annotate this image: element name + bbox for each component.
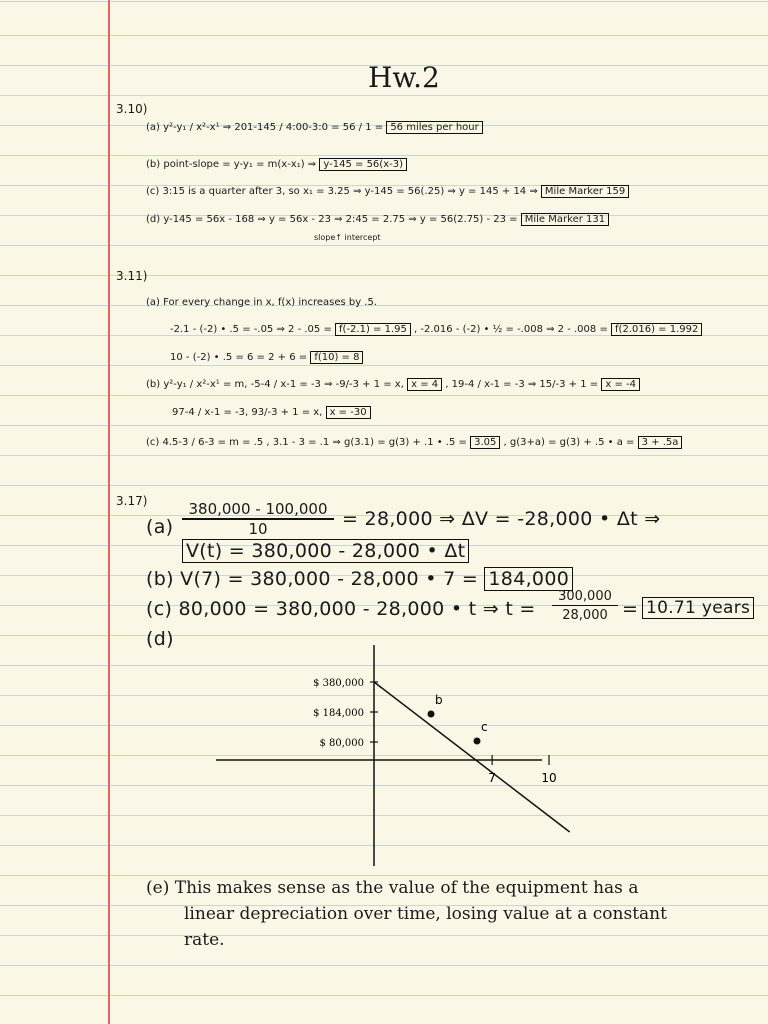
p311-b-line2: 97-4 / x-1 = -3, 93/-3 + 1 = x, [172, 407, 323, 418]
p317-c-frac-num: 300,000 [558, 589, 612, 604]
page-title: Hw.2 [368, 61, 440, 94]
p317-b-answer: 184,000 [484, 567, 573, 591]
p310-a-answer: 56 miles per hour [386, 121, 482, 134]
p317-c-eq: = [622, 598, 639, 620]
p311-b-line1b: , 19-4 / x-1 = -3 ⇒ 15/-3 + 1 = [445, 379, 599, 390]
p311-c-ans2: 3 + .5a [638, 436, 683, 449]
y-tick-label-2: $ 80,000 [319, 738, 364, 749]
p311-c-ans1: 3.05 [470, 436, 500, 449]
problem-3-11-label: 3.11) [116, 269, 148, 283]
p311-a-label: (a) [146, 297, 160, 308]
p317-d-label: (d) [146, 628, 174, 650]
p311-a-line1: For every change in x, f(x) increases by .5. [163, 297, 378, 308]
problem-3-10-label: 3.10) [116, 102, 148, 116]
p311-b-ans3: x = -30 [326, 406, 371, 419]
point-label-b: b [435, 693, 443, 707]
p317-c-frac-den: 28,000 [562, 608, 608, 623]
p317-c-answer: 10.71 years [642, 597, 754, 619]
p317-c-text: 80,000 = 380,000 - 28,000 • t ⇒ t = [178, 598, 536, 620]
p311-a-ans3: f(10) = 8 [310, 351, 363, 364]
point-label-c: c [481, 720, 488, 734]
p310-b-text: point-slope = y-y₁ = m(x-x₁) ⇒ [163, 159, 317, 170]
p311-b-ans1: x = 4 [407, 378, 442, 391]
p311-b-line1: y²-y₁ / x²-x¹ = m, -5-4 / x-1 = -3 ⇒ -9/-3 + 1 = x, [163, 379, 404, 390]
p311-b-ans2: x = -4 [601, 378, 640, 391]
p317-a-text: = 28,000 ⇒ ΔV = -28,000 • Δt ⇒ [342, 508, 661, 530]
p310-d-text: y-145 = 56x - 168 ⇒ y = 56x - 23 ⇒ 2:45 = 2.75 ⇒ y = 56(2.75) - 23 = [163, 214, 518, 225]
depreciation-line [374, 682, 570, 832]
p311-c-line1b: , g(3+a) = g(3) + .5 • a = [503, 437, 635, 448]
p311-b-label: (b) [146, 379, 161, 390]
p317-e-line1: This makes sense as the value of the equipment has a [174, 878, 639, 898]
p317-e-row1 [146, 880, 638, 897]
point-c [474, 738, 481, 745]
p310-a-label: (a) [146, 122, 160, 133]
p310-d-answer: Mile Marker 131 [521, 213, 609, 226]
p310-d-label: (d) [146, 214, 161, 225]
x-tick-label-0: 7 [488, 771, 496, 785]
p317-a-frac-num: 380,000 - 100,000 [188, 500, 328, 518]
p311-a-ans2: f(2.016) = 1.992 [611, 323, 702, 336]
p317-a-frac-den: 10 [248, 520, 268, 538]
p311-a-line3: 10 - (-2) • .5 = 6 = 2 + 6 = [170, 352, 308, 363]
p311-a-line2: -2.1 - (-2) • .5 = -.05 ⇒ 2 - .05 = [170, 324, 332, 335]
p310-c-label: (c) [146, 186, 160, 197]
x-tick-label-1: 10 [541, 771, 557, 785]
p310-b-answer: y-145 = 56(x-3) [319, 158, 407, 171]
p310-d-note: slope↑ intercept [314, 233, 381, 242]
p317-b-label: (b) [146, 568, 174, 590]
p311-a-ans1: f(-2.1) = 1.95 [335, 323, 411, 336]
p310-b-label: (b) [146, 159, 161, 170]
p317-e-line2: linear depreciation over time, losing value at a constant [184, 904, 667, 924]
p311-c-line1: 4.5-3 / 6-3 = m = .5 , 3.1 - 3 = .1 ⇒ g(3.1) = g(3) + .1 • .5 = [162, 437, 467, 448]
p317-a-answer: V(t) = 380,000 - 28,000 • Δt [182, 539, 469, 563]
p310-c-text: 3:15 is a quarter after 3, so x₁ = 3.25 ⇒ y-145 = 56(.25) ⇒ y = 145 + 14 ⇒ [162, 186, 538, 197]
problem-3-17-label: 3.17) [116, 494, 148, 508]
p317-c-label: (c) [146, 598, 173, 620]
p317-a-label: (a) [146, 516, 174, 538]
p317-e-line3: rate. [184, 930, 225, 950]
p311-a-line2b: , -2.016 - (-2) • ½ = -.008 ⇒ 2 - .008 = [414, 324, 608, 335]
y-tick-label-1: $ 184,000 [313, 708, 364, 719]
p311-c-label: (c) [146, 437, 160, 448]
p310-c-answer: Mile Marker 159 [541, 185, 629, 198]
p317-e-label: (e) [146, 878, 170, 898]
p310-a-text: y²-y₁ / x²-x¹ ⇒ 201-145 / 4:00-3:0 = 56 / 1 = [163, 122, 384, 133]
y-tick-label-0: $ 380,000 [313, 678, 364, 689]
p317-b-text: V(7) = 380,000 - 28,000 • 7 = [180, 568, 479, 590]
point-b [428, 711, 435, 718]
